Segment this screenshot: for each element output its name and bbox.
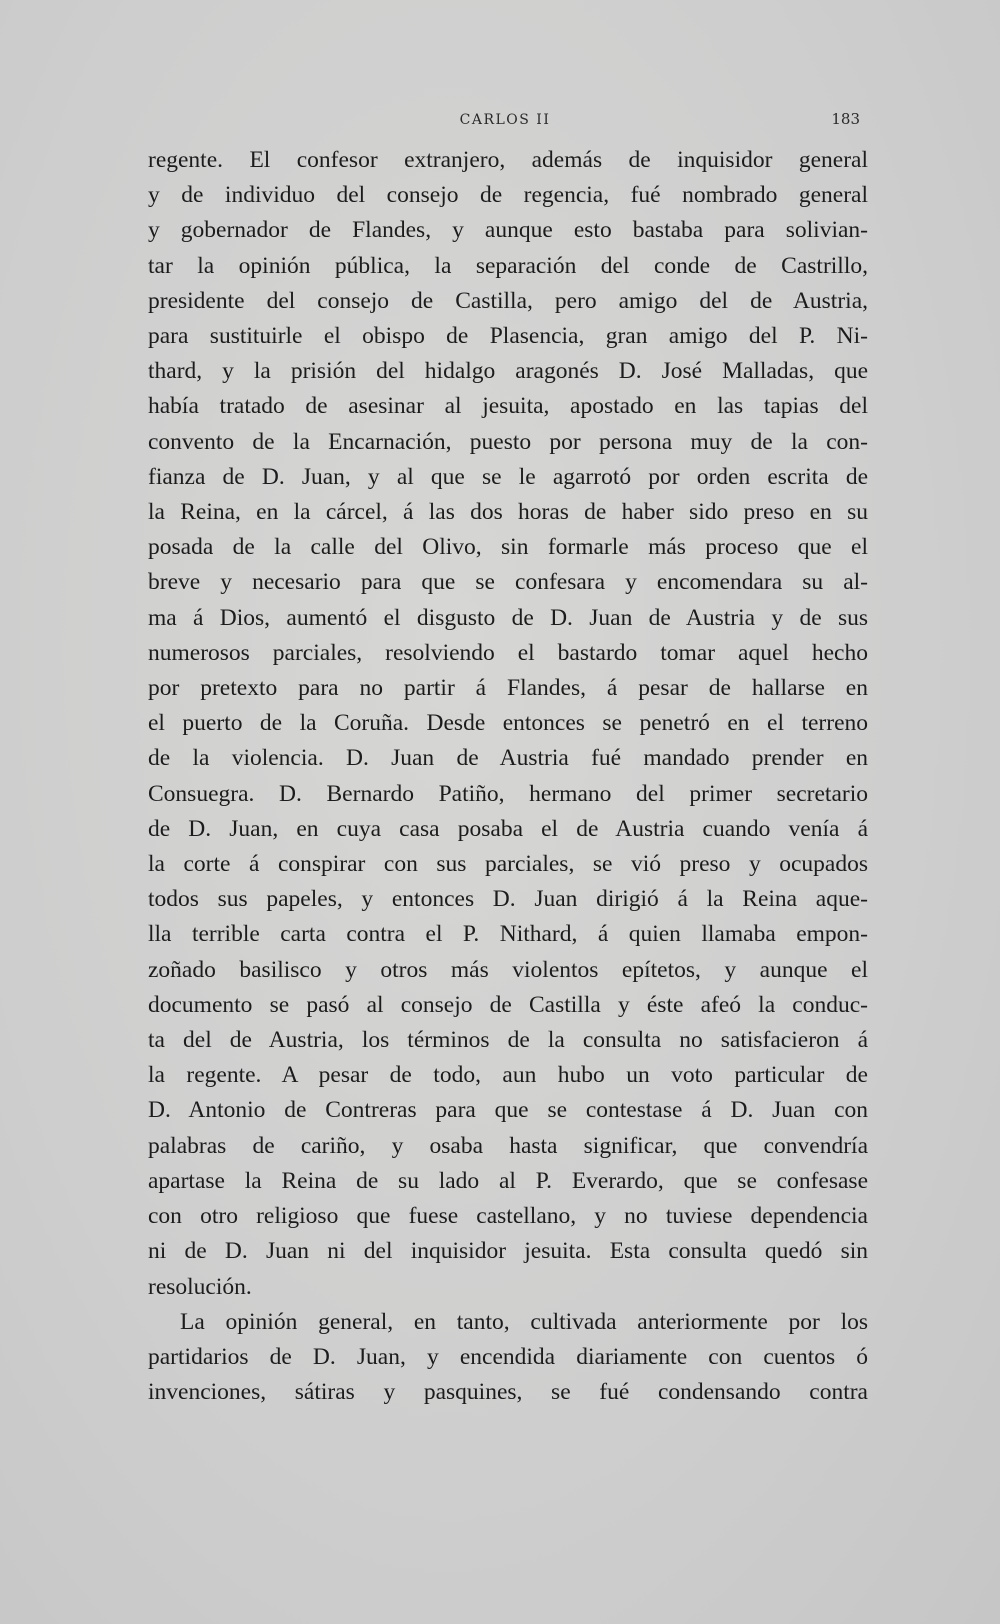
text-line: posada de la calle del Olivo, sin formarle más proceso que el <box>148 534 868 561</box>
text-line: palabras de cariño, y osaba hasta significar, que convendría <box>148 1132 868 1159</box>
text-line: thard, y la prisión del hidalgo aragonés D. José Malladas, que <box>148 358 868 385</box>
text-line: de la violencia. D. Juan de Austria fué mandado prender en <box>148 745 868 772</box>
text-line: convento de la Encarnación, puesto por persona muy de la con- <box>148 428 868 455</box>
text-line: La opinión general, en tanto, cultivada anteriormente por los <box>180 1308 868 1335</box>
text-line: invenciones, sátiras y pasquines, se fué condensando contra <box>148 1379 868 1406</box>
body-text <box>148 143 868 1410</box>
text-line: ni de D. Juan ni del inquisidor jesuita. Esta consulta quedó sin <box>148 1238 868 1265</box>
text-line: había tratado de asesinar al jesuita, apostado en las tapias del <box>148 393 868 420</box>
text-line: de D. Juan, en cuya casa posaba el de Austria cuando venía á <box>148 815 868 842</box>
text-line: y gobernador de Flandes, y aunque esto bastaba para solivian- <box>148 217 868 244</box>
text-line: resolución. <box>148 1273 252 1300</box>
text-line: todos sus papeles, y entonces D. Juan dirigió á la Reina aque- <box>148 886 868 913</box>
running-title: CARLOS II <box>459 112 551 128</box>
text-line: ta del de Austria, los términos de la consulta no satisfacieron á <box>148 1027 868 1054</box>
text-line: presidente del consejo de Castilla, pero amigo del de Austria, <box>148 287 868 314</box>
text-line: el puerto de la Coruña. Desde entonces se penetró en el terreno <box>148 710 868 737</box>
page-number: 183 <box>831 110 860 128</box>
text-line: ma á Dios, aumentó el disgusto de D. Juan de Austria y de sus <box>148 604 868 631</box>
text-line: la corte á conspirar con sus parciales, se vió preso y ocupados <box>148 851 868 878</box>
text-line: la Reina, en la cárcel, á las dos horas de haber sido preso en su <box>148 499 868 526</box>
text-line: numerosos parciales, resolviendo el bastardo tomar aquel hecho <box>148 639 868 666</box>
text-line: lla terrible carta contra el P. Nithard, á quien llamaba empon- <box>148 921 868 948</box>
page-header <box>150 108 860 138</box>
text-line: y de individuo del consejo de regencia, fué nombrado general <box>148 182 868 209</box>
text-line: documento se pasó al consejo de Castilla y éste afeó la conduc- <box>148 991 868 1018</box>
text-line: regente. El confesor extranjero, además de inquisidor general <box>148 147 868 173</box>
text-line: para sustituirle el obispo de Plasencia, gran amigo del P. Ni- <box>148 323 868 350</box>
text-line: breve y necesario para que se confesara y encomendara su al- <box>148 569 868 596</box>
text-line: D. Antonio de Contreras para que se contestase á D. Juan con <box>148 1097 868 1124</box>
text-line: fianza de D. Juan, y al que se le agarrotó por orden escrita de <box>148 463 868 490</box>
text-line: tar la opinión pública, la separación del conde de Castrillo, <box>148 252 868 279</box>
text-line: zoñado basilisco y otros más violentos epítetos, y aunque el <box>148 956 868 983</box>
text-line: por pretexto para no partir á Flandes, á pesar de hallarse en <box>148 675 868 702</box>
text-line: apartase la Reina de su lado al P. Everardo, que se confesase <box>148 1167 868 1194</box>
text-line: Consuegra. D. Bernardo Patiño, hermano del primer secretario <box>148 780 868 807</box>
text-line: con otro religioso que fuese castellano, y no tuviese dependencia <box>148 1203 868 1230</box>
text-line: la regente. A pesar de todo, aun hubo un voto particular de <box>148 1062 868 1089</box>
text-line: partidarios de D. Juan, y encendida diariamente con cuentos ó <box>148 1343 868 1370</box>
